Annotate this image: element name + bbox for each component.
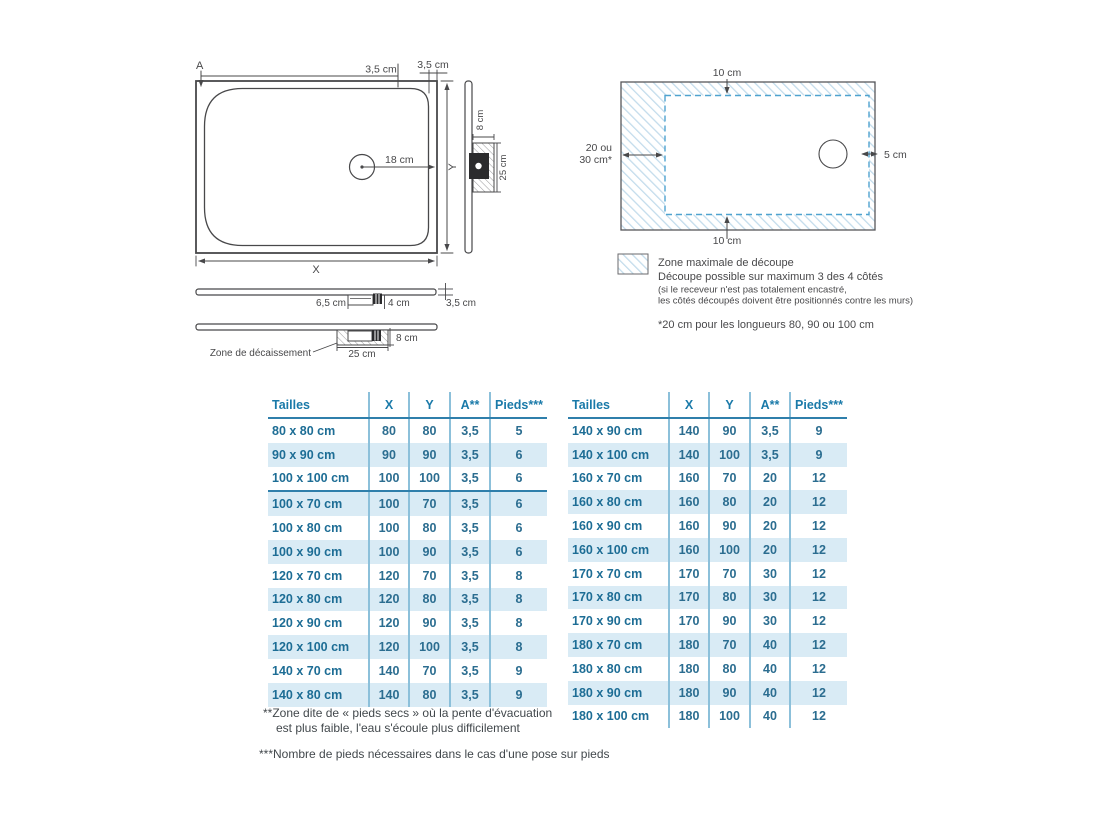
dim-label-4cm: 4 cm [388, 298, 410, 309]
value-cell: 6 [489, 540, 547, 564]
value-cell: 100 [708, 443, 749, 467]
value-cell: 140 [368, 659, 408, 683]
value-cell: 12 [789, 633, 847, 657]
value-cell: 180 [668, 657, 708, 681]
value-cell: 3,5 [449, 516, 489, 540]
dim-label-left-line2: 30 cm* [579, 154, 612, 166]
table-row [568, 586, 847, 610]
cut-zone-diagram [579, 67, 907, 247]
size-label-cell: 100 x 70 cm [272, 497, 343, 512]
value-cell: 3,5 [449, 419, 489, 443]
dim-label-rim-right: 3,5 cm [417, 59, 449, 71]
table-row [268, 490, 547, 516]
plan-view-diagram [196, 59, 459, 276]
legend-line4: les côtés découpés doivent être positionnés contre les murs) [658, 295, 914, 307]
value-cell: 6 [489, 492, 547, 516]
value-cell: 100 [368, 467, 408, 491]
value-cell: 180 [668, 633, 708, 657]
table-row [568, 705, 847, 729]
table-row [268, 467, 547, 491]
side-view-bottom-diagram [196, 324, 437, 360]
size-label-cell: 90 x 90 cm [272, 447, 336, 462]
value-cell: 3,5 [449, 540, 489, 564]
value-cell: 40 [749, 657, 789, 681]
value-cell: 40 [749, 633, 789, 657]
table-row [568, 609, 847, 633]
value-cell: 120 [368, 611, 408, 635]
value-cell: 100 [368, 492, 408, 516]
drain-sump [348, 331, 372, 341]
value-cell: 8 [489, 564, 547, 588]
dim-label-recess-25cm: 25 cm [348, 349, 376, 360]
value-cell: 170 [668, 586, 708, 610]
size-label-cell: 120 x 90 cm [272, 616, 343, 631]
size-label-cell: 160 x 70 cm [572, 471, 643, 486]
table-row [568, 681, 847, 705]
legend-note: *20 cm pour les longueurs 80, 90 ou 100 cm [658, 319, 874, 331]
value-cell: 20 [749, 514, 789, 538]
footnote-pieds-secs [263, 706, 552, 735]
value-cell: 6 [489, 443, 547, 467]
header-x: X [668, 392, 708, 417]
value-cell: 70 [408, 564, 449, 588]
value-cell: 3,5 [449, 588, 489, 612]
dim-label-x: X [312, 264, 320, 276]
value-cell: 70 [408, 492, 449, 516]
value-cell: 8 [489, 611, 547, 635]
size-label-cell: 170 x 80 cm [572, 590, 643, 605]
legend-title: Zone maximale de découpe [658, 257, 794, 269]
value-cell: 40 [749, 681, 789, 705]
table-row [268, 635, 547, 659]
value-cell: 70 [708, 633, 749, 657]
header-y: Y [708, 392, 749, 417]
value-cell: 12 [789, 538, 847, 562]
value-cell: 80 [408, 419, 449, 443]
value-cell: 20 [749, 467, 789, 491]
value-cell: 80 [408, 516, 449, 540]
value-cell: 90 [708, 609, 749, 633]
table-row [268, 419, 547, 443]
value-cell: 160 [668, 467, 708, 491]
table-body-right [568, 419, 847, 728]
table-row [568, 467, 847, 491]
value-cell: 9 [489, 659, 547, 683]
size-label-cell: 100 x 100 cm [272, 471, 350, 486]
dim-label-rim-left: 3,5 cm [365, 63, 397, 76]
value-cell: 70 [708, 467, 749, 491]
value-cell: 100 [368, 516, 408, 540]
size-label-cell: 140 x 80 cm [272, 687, 343, 702]
value-cell: 12 [789, 467, 847, 491]
table-body-left [268, 419, 547, 707]
value-cell: 12 [789, 586, 847, 610]
value-cell: 70 [708, 562, 749, 586]
value-cell: 30 [749, 586, 789, 610]
value-cell: 80 [708, 657, 749, 681]
value-cell: 20 [749, 538, 789, 562]
value-cell: 160 [668, 538, 708, 562]
value-cell: 12 [789, 609, 847, 633]
value-cell: 3,5 [449, 611, 489, 635]
value-cell: 3,5 [449, 683, 489, 707]
value-cell: 30 [749, 609, 789, 633]
tray-side-bar [196, 324, 437, 330]
value-cell: 160 [668, 514, 708, 538]
value-cell: 8 [489, 588, 547, 612]
header-y: Y [408, 392, 449, 417]
value-cell: 100 [408, 467, 449, 491]
cut-zone-legend [618, 254, 913, 331]
value-cell: 80 [708, 586, 749, 610]
value-cell: 90 [708, 681, 749, 705]
value-cell: 100 [368, 540, 408, 564]
header-pieds: Pieds*** [789, 392, 847, 417]
size-table-left [268, 392, 547, 707]
size-label-cell: 140 x 100 cm [572, 447, 650, 462]
table-row [268, 611, 547, 635]
value-cell: 3,5 [449, 659, 489, 683]
size-label-cell: 80 x 80 cm [272, 423, 336, 438]
table-row [268, 516, 547, 540]
header-a: A** [449, 392, 489, 417]
drain-circle [819, 140, 847, 168]
value-cell: 120 [368, 635, 408, 659]
value-cell: 9 [789, 419, 847, 443]
size-label-cell: 180 x 90 cm [572, 685, 643, 700]
side-view-top-diagram [196, 283, 476, 309]
size-label-cell: 160 x 80 cm [572, 495, 643, 510]
value-cell: 30 [749, 562, 789, 586]
table-header-row [568, 392, 847, 419]
recess-zone-label: Zone de décaissement [209, 348, 311, 359]
table-header-row [268, 392, 547, 419]
table-row [568, 443, 847, 467]
size-label-cell: 100 x 80 cm [272, 521, 343, 536]
value-cell: 100 [708, 538, 749, 562]
size-label-cell: 120 x 100 cm [272, 640, 350, 655]
size-label-cell: 120 x 80 cm [272, 592, 343, 607]
technical-diagrams [0, 0, 1102, 385]
size-label-cell: 100 x 90 cm [272, 544, 343, 559]
dim-label-18cm: 18 cm [385, 154, 414, 166]
size-label-cell: 180 x 80 cm [572, 661, 643, 676]
value-cell: 90 [408, 611, 449, 635]
drain-outlet-block [372, 330, 381, 341]
size-label-cell: 160 x 100 cm [572, 542, 650, 557]
value-cell: 6 [489, 467, 547, 491]
table-row [268, 588, 547, 612]
table-row [268, 540, 547, 564]
header-a: A** [749, 392, 789, 417]
table-row [568, 657, 847, 681]
value-cell: 70 [408, 659, 449, 683]
size-label-cell: 170 x 70 cm [572, 566, 643, 581]
value-cell: 90 [368, 443, 408, 467]
value-cell: 180 [668, 705, 708, 729]
dim-label-65cm: 6,5 cm [315, 298, 346, 309]
value-cell: 12 [789, 490, 847, 514]
size-label-cell: 120 x 70 cm [272, 568, 343, 583]
value-cell: 160 [668, 490, 708, 514]
value-cell: 5 [489, 419, 547, 443]
dim-label-35cm-side: 3,5 cm [446, 298, 477, 309]
value-cell: 100 [708, 705, 749, 729]
value-cell: 12 [789, 657, 847, 681]
value-cell: 12 [789, 562, 847, 586]
drain-unit-dot [475, 163, 481, 169]
value-cell: 12 [789, 681, 847, 705]
table-row [568, 633, 847, 657]
value-cell: 3,5 [449, 635, 489, 659]
value-cell: 120 [368, 588, 408, 612]
dim-label-recess-8cm: 8 cm [396, 333, 418, 344]
legend-hatch-swatch [618, 254, 648, 274]
table-row [268, 659, 547, 683]
value-cell: 140 [668, 419, 708, 443]
value-cell: 80 [408, 588, 449, 612]
table-row [268, 683, 547, 707]
value-cell: 140 [368, 683, 408, 707]
value-cell: 90 [708, 419, 749, 443]
value-cell: 9 [489, 683, 547, 707]
dim-label-bottom-10cm: 10 cm [712, 235, 742, 247]
recess-leader-line [313, 343, 337, 352]
dim-label-right-5cm: 5 cm [884, 149, 907, 161]
size-label-cell: 140 x 70 cm [272, 663, 343, 678]
size-label-cell: 180 x 100 cm [572, 709, 650, 724]
value-cell: 40 [749, 705, 789, 729]
table-row [568, 538, 847, 562]
footnote-line: **Zone dite de « pieds secs » où la pente d'évacuation [263, 706, 553, 720]
value-cell: 100 [408, 635, 449, 659]
dim-label-profile-25cm: 25 cm [498, 154, 509, 181]
table-row [568, 490, 847, 514]
drain-outlet-block [373, 294, 382, 305]
value-cell: 120 [368, 564, 408, 588]
value-cell: 80 [408, 683, 449, 707]
value-cell: 20 [749, 490, 789, 514]
value-cell: 140 [668, 443, 708, 467]
value-cell: 170 [668, 609, 708, 633]
legend-line3: (si le receveur n'est pas totalement encastré, [658, 284, 847, 296]
size-label-cell: 160 x 90 cm [572, 519, 643, 534]
footnote-line: ***Nombre de pieds nécessaires dans le cas d'une pose sur pieds [259, 747, 610, 761]
value-cell: 90 [708, 514, 749, 538]
table-row [568, 419, 847, 443]
table-row [268, 564, 547, 588]
dim-label-profile-8cm: 8 cm [475, 109, 486, 131]
tray-side-bar [196, 289, 436, 295]
value-cell: 3,5 [449, 564, 489, 588]
size-table-right [568, 392, 847, 728]
dim-label-left-line1: 20 ou [585, 142, 612, 154]
value-cell: 3,5 [449, 443, 489, 467]
profile-view-diagram [465, 81, 509, 253]
value-cell: 12 [789, 514, 847, 538]
dim-label-top-10cm: 10 cm [712, 67, 742, 79]
value-cell: 80 [368, 419, 408, 443]
value-cell: 3,5 [449, 492, 489, 516]
drain-sump [348, 295, 373, 305]
table-row [568, 562, 847, 586]
header-pieds: Pieds*** [489, 392, 547, 417]
header-tailles: Tailles [272, 397, 310, 412]
legend-line2: Découpe possible sur maximum 3 des 4 côtés [658, 271, 883, 283]
value-cell: 3,5 [749, 419, 789, 443]
value-cell: 6 [489, 516, 547, 540]
dim-label-y: Y [447, 163, 459, 171]
size-label-cell: 170 x 90 cm [572, 614, 643, 629]
value-cell: 12 [789, 705, 847, 729]
size-label-cell: 180 x 70 cm [572, 638, 643, 653]
size-label-cell: 140 x 90 cm [572, 423, 643, 438]
value-cell: 3,5 [449, 467, 489, 491]
footnote-line: est plus faible, l'eau s'écoule plus difficilement [276, 720, 520, 735]
dim-label-a: A [196, 60, 204, 72]
value-cell: 180 [668, 681, 708, 705]
footnote-nombre-pieds [259, 747, 610, 762]
value-cell: 3,5 [749, 443, 789, 467]
value-cell: 9 [789, 443, 847, 467]
table-row [268, 443, 547, 467]
value-cell: 8 [489, 635, 547, 659]
value-cell: 90 [408, 443, 449, 467]
header-tailles: Tailles [572, 397, 610, 412]
value-cell: 80 [708, 490, 749, 514]
value-cell: 170 [668, 562, 708, 586]
table-row [568, 514, 847, 538]
header-x: X [368, 392, 408, 417]
value-cell: 90 [408, 540, 449, 564]
